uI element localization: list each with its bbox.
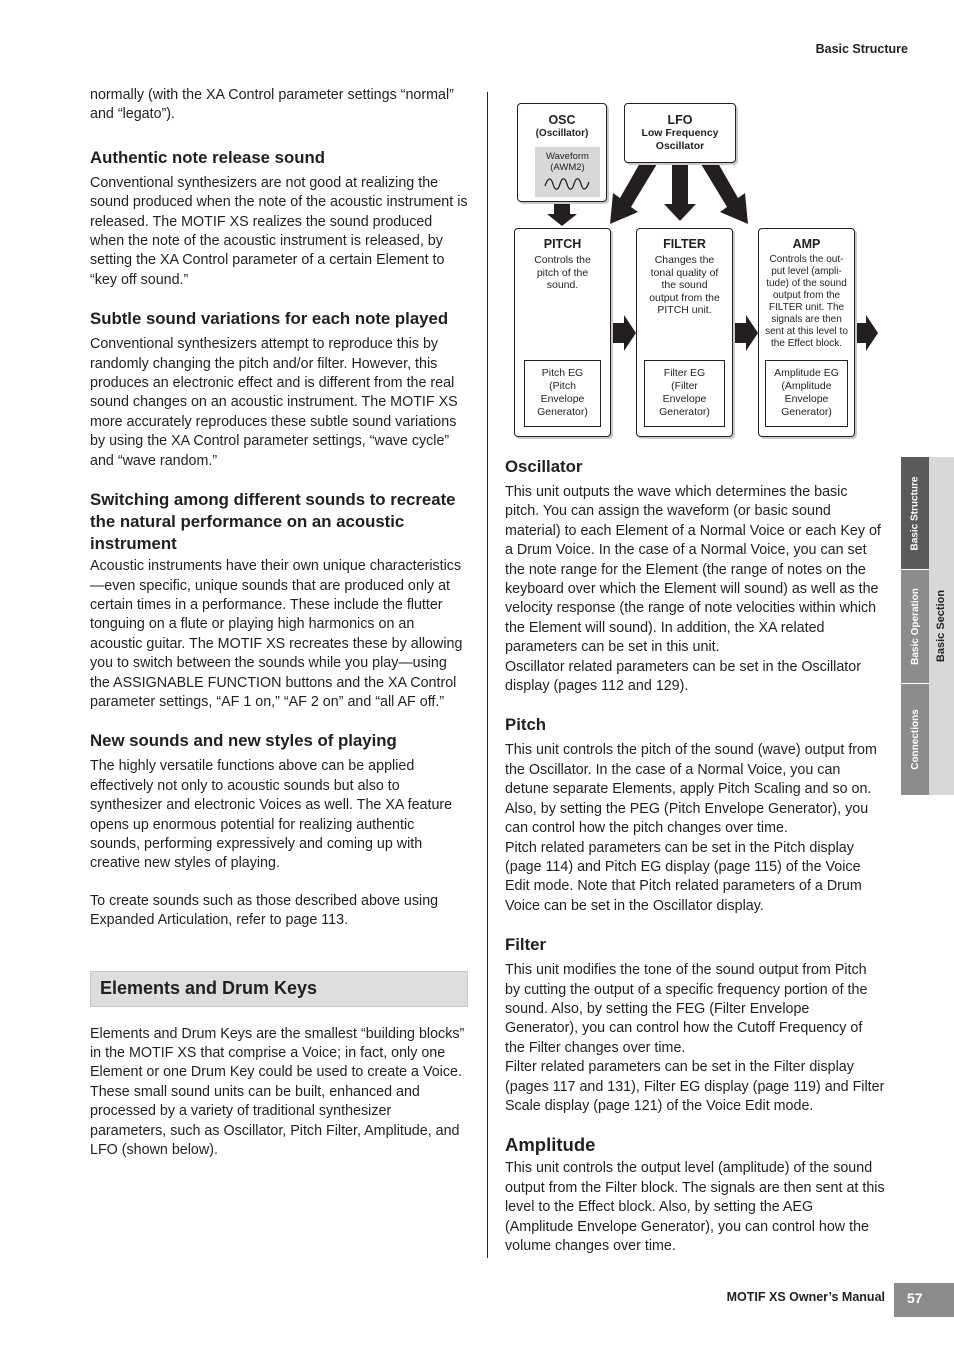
amp-description: Controls the out- put level (ampli- tude) of the sound output from the FILTER unit. The signals are then sent at this level to the Effect block.	[765, 254, 848, 349]
arrow-lfo-amp	[701, 156, 748, 224]
section-heading: Subtle sound variations for each note played	[90, 309, 449, 329]
right-column	[505, 456, 885, 1256]
lfo-box	[624, 103, 736, 163]
page-number: 57	[894, 1283, 954, 1317]
section-filter	[505, 934, 885, 1116]
tab-basic-structure[interactable]	[901, 457, 929, 570]
pitch-box	[514, 228, 611, 437]
extra-paragraph: To create sounds such as those described above using Expanded Articulation, refer to page 113.	[90, 892, 439, 929]
section-tab-label: Basic Section	[935, 589, 948, 663]
intro-paragraph: normally (with the XA Control parameter settings “normal” and “legato”).	[90, 87, 454, 123]
section-switching	[90, 489, 468, 712]
arrow-pitch-filter	[611, 315, 636, 351]
section-heading: Switching among different sounds to recreate the natural performance on an acoustic instrument	[90, 490, 456, 554]
section-paragraph: This unit controls the pitch of the sound (wave) output from the Oscillator. In the case of a Normal Voice, you can detune separate Elements, apply Pitch Scaling and so on. Also, by setting the PEG (Pitch Envelope Generator), you can control how the pitch changes over time.	[505, 742, 877, 837]
filter-title: FILTER	[663, 237, 706, 251]
section-heading: Filter	[505, 935, 547, 955]
amplitude-heading: Amplitude	[505, 1134, 596, 1156]
elements-band-heading: Elements and Drum Keys	[90, 971, 468, 1007]
pitch-eg-box: Pitch EG (Pitch Envelope Generator)	[524, 360, 601, 427]
column-divider	[487, 92, 488, 1258]
waveform-panel	[535, 147, 600, 197]
tab-label: Basic Structure	[909, 476, 921, 550]
section-variations	[90, 308, 468, 471]
pitch-description: Controls the pitch of the sound.	[534, 254, 591, 291]
pitch-title: PITCH	[543, 237, 582, 251]
section-paragraph: Filter related parameters can be set in the Filter display (pages 117 and 131), Filter EG display (page 119) and Filter Scale display (page 121) of the Voice Edit mode.	[505, 1059, 885, 1114]
arrow-filter-amp	[733, 315, 758, 351]
lfo-subtitle: Low Frequency Oscillator	[641, 127, 719, 152]
section-paragraph: This unit modifies the tone of the sound output from Pitch by cutting the output of a specific frequency portion of the sound. Also, by setting the FEG (Filter Envelope Generator), you can control how the Cutoff Frequency of the Filter changes over time.	[505, 962, 868, 1056]
section-heading: New sounds and new styles of playing	[90, 731, 397, 751]
section-new-styles	[90, 730, 468, 873]
sine-wave-icon	[543, 175, 593, 193]
section-oscillator	[505, 456, 885, 696]
amp-box	[758, 228, 855, 437]
waveform-label: Waveform (AWM2)	[546, 151, 589, 173]
section-body: The highly versatile functions above can be applied effectively not only to acoustic sounds but also to synthesizer and electronic Voices as well. The XA feature opens up enormous potential for realizing authentic sounds, performing expressively and coming up with creative new styles of playing.	[90, 758, 453, 872]
tab-label: Basic Operation	[909, 588, 921, 665]
section-body: Conventional synthesizers are not good at realizing the sound produced when the note of the acoustic instrument is released. The MOTIF XS realizes the sound produced when the note of the acoustic instrument is released, by setting the XA Control parameter of a certain Element to “key off sound.”	[90, 174, 468, 288]
amp-title: AMP	[792, 237, 821, 251]
arrow-lfo-filter	[664, 162, 696, 221]
tab-connections[interactable]	[901, 684, 929, 795]
section-pitch	[505, 714, 885, 916]
amp-eg-box: Amplitude EG (Amplitude Envelope Generator)	[765, 360, 848, 427]
section-paragraph: Pitch related parameters can be set in the Pitch display (page 114) and Pitch EG display (page 115) of the Voice Edit mode. Note that Pitch related parameters of a Drum Voice can be set in the Oscillator display.	[505, 839, 862, 914]
footer-manual-title: MOTIF XS Owner’s Manual	[726, 1290, 885, 1304]
arrow-osc-pitch	[547, 204, 577, 226]
filter-description: Changes the tonal quality of the sound output from the PITCH unit.	[649, 254, 720, 316]
section-body: Conventional synthesizers attempt to reproduce this by randomly changing the pitch and/or filter. However, this produces an electronic effect and is different from the real sound changes on an acoustic instrument. The MOTIF XS more accurately reproduces these subtle sound variations by using the XA Control parameter settings, “wave cycle” and “wave random.”	[90, 336, 458, 469]
osc-box	[517, 103, 607, 202]
section-paragraph: This unit outputs the wave which determines the basic pitch. You can assign the waveform (or basic sound material) to each Element of a Normal Voice or each Key of a Drum Voice. In the case of a Normal Voice, you can set the note range for the Element (the range of notes on the keyboard over which the Element will sound) as well as the velocity response (the range of note velocities within which the Element will sound). In addition, the XA related parameters can be set in this unit.	[505, 484, 881, 656]
arrow-amp-out	[855, 315, 878, 351]
section-release	[90, 147, 468, 290]
filter-eg-box: Filter EG (Filter Envelope Generator)	[644, 360, 725, 427]
left-column	[90, 86, 468, 1160]
section-heading: Authentic note release sound	[90, 147, 325, 167]
section-tab	[929, 457, 954, 795]
elements-body: Elements and Drum Keys are the smallest “building blocks” in the MOTIF XS that comprise a Voice; in fact, only one Element or one Drum Key could be used to create a Voice. These small sound units can be built, enhanced and processed by a variety of traditional synthesizer parameters, such as Oscillator, Pitch Filter, Amplitude, and LFO (shown below).	[90, 1025, 465, 1159]
section-heading: Oscillator	[505, 457, 583, 476]
section-amplitude	[505, 1134, 885, 1256]
osc-subtitle: (Oscillator)	[535, 128, 589, 139]
lfo-title: LFO	[667, 113, 693, 127]
tab-basic-operation[interactable]	[901, 570, 929, 684]
running-header: Basic Structure	[815, 42, 908, 56]
section-heading: Pitch	[505, 715, 547, 735]
arrow-lfo-pitch	[610, 156, 657, 224]
section-paragraph: This unit controls the output level (amplitude) of the sound output from the Filter block. The signals are then sent at this level to the Effect block. Also, by setting the AEG (Amplitude Envelope Generator), you can control how the volume changes over time.	[505, 1160, 885, 1254]
side-tab-strip	[901, 457, 929, 795]
tab-label: Connections	[909, 709, 921, 770]
section-paragraph: Oscillator related parameters can be set in the Oscillator display (pages 112 and 129).	[505, 658, 861, 695]
section-body: Acoustic instruments have their own unique characteristics—even specific, unique sounds that are produced only at certain times in a performance. These include the flutter tonguing on a flute or playing high harmonics on an acoustic guitar. The MOTIF XS recreates these by allowing you to switch between the sounds while you play—using the ASSIGNABLE FUNCTION buttons and the XA Control parameter settings, “AF 1 on,” “AF 2 on” and “all AF off.”	[90, 558, 463, 710]
signal-flow-diagram	[510, 100, 880, 442]
osc-title: OSC	[548, 113, 576, 127]
filter-box	[636, 228, 733, 437]
